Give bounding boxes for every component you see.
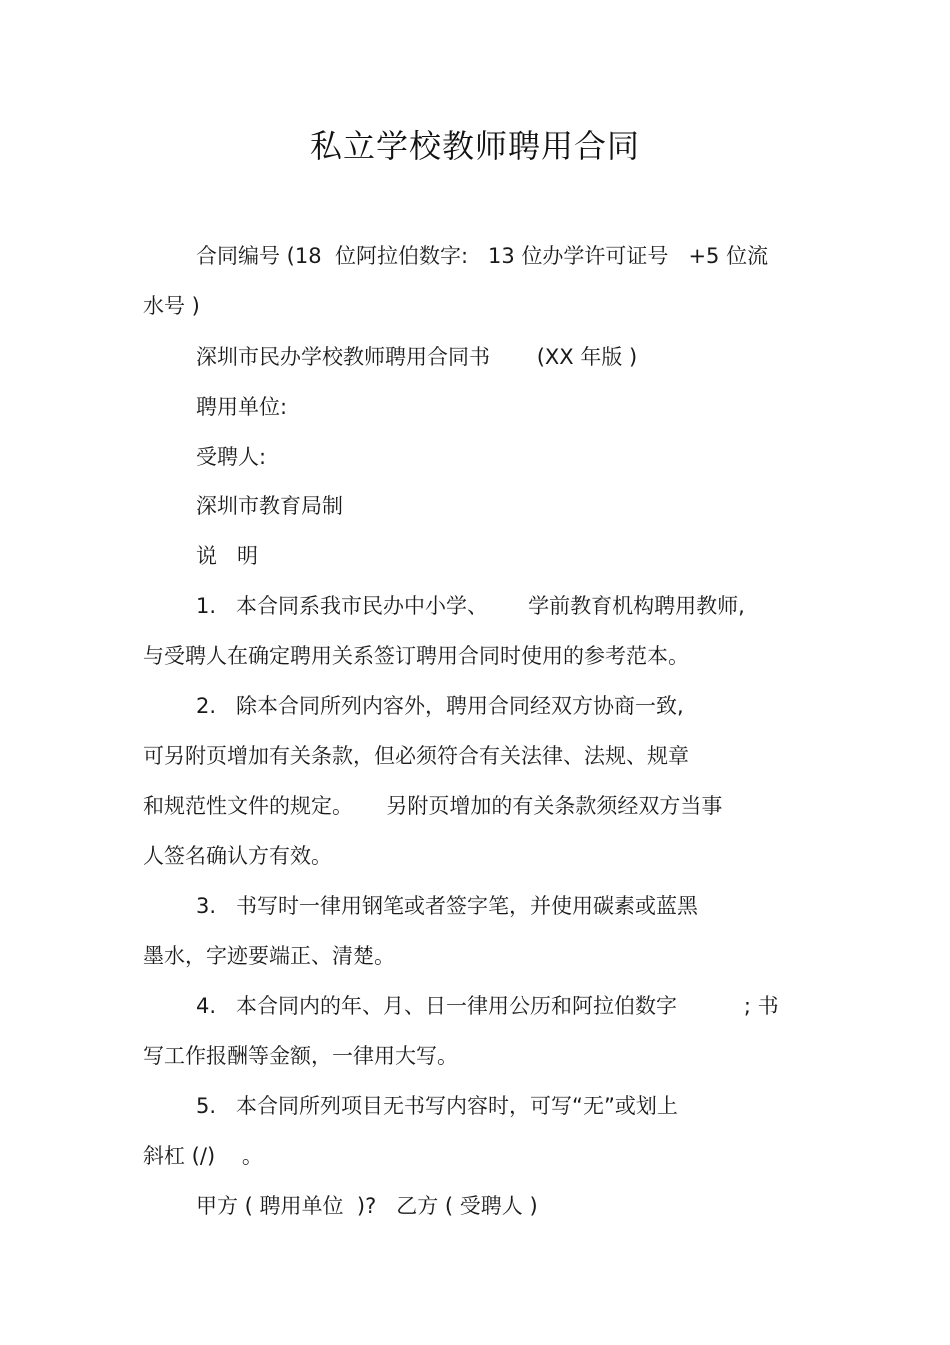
- issuer-line: 深圳市教育局制: [196, 494, 343, 518]
- note-2-line-4: 人签名确认方有效。: [143, 844, 332, 868]
- notes-heading: 说 明: [196, 544, 259, 568]
- note-4-line-1: 4. 本合同内的年、月、日一律用公历和阿拉伯数字 ; 书: [196, 994, 779, 1018]
- contract-number-line-cont: 水号 ): [143, 294, 200, 318]
- note-2-line-2: 可另附页增加有关条款，但必须符合有关法律、法规、规章: [143, 744, 689, 768]
- note-1-line-2: 与受聘人在确定聘用关系签订聘用合同时使用的参考范本。: [143, 644, 689, 668]
- employer-label: 聘用单位:: [196, 395, 288, 419]
- document-title: 私立学校教师聘用合同: [309, 127, 640, 165]
- note-5-line-1: 5. 本合同所列项目无书写内容时，可写“无”或划上: [196, 1094, 678, 1118]
- note-2-line-3: 和规范性文件的规定。 另附页增加的有关条款须经双方当事: [143, 794, 723, 818]
- parties-line: 甲方 ( 聘用单位 )? 乙方 ( 受聘人 ): [196, 1194, 538, 1218]
- note-3-line-1: 3. 书写时一律用钢笔或者签字笔，并使用碳素或蓝黑: [196, 894, 699, 918]
- note-1-line-1: 1. 本合同系我市民办中小学、 学前教育机构聘用教师,: [196, 594, 745, 618]
- contract-book-title: 深圳市民办学校教师聘用合同书 (XX 年版 ): [196, 345, 638, 369]
- note-4-line-2: 写工作报酬等金额，一律用大写。: [143, 1044, 458, 1068]
- note-3-line-2: 墨水，字迹要端正、清楚。: [143, 944, 395, 968]
- contract-number-line: 合同编号 (18 位阿拉伯数字: 13 位办学许可证号 +5 位流: [196, 244, 769, 268]
- note-2-line-1: 2. 除本合同所列内容外，聘用合同经双方协商一致,: [196, 694, 684, 718]
- employee-label: 受聘人:: [196, 445, 267, 469]
- note-5-line-2: 斜杠 (/) 。: [143, 1144, 263, 1168]
